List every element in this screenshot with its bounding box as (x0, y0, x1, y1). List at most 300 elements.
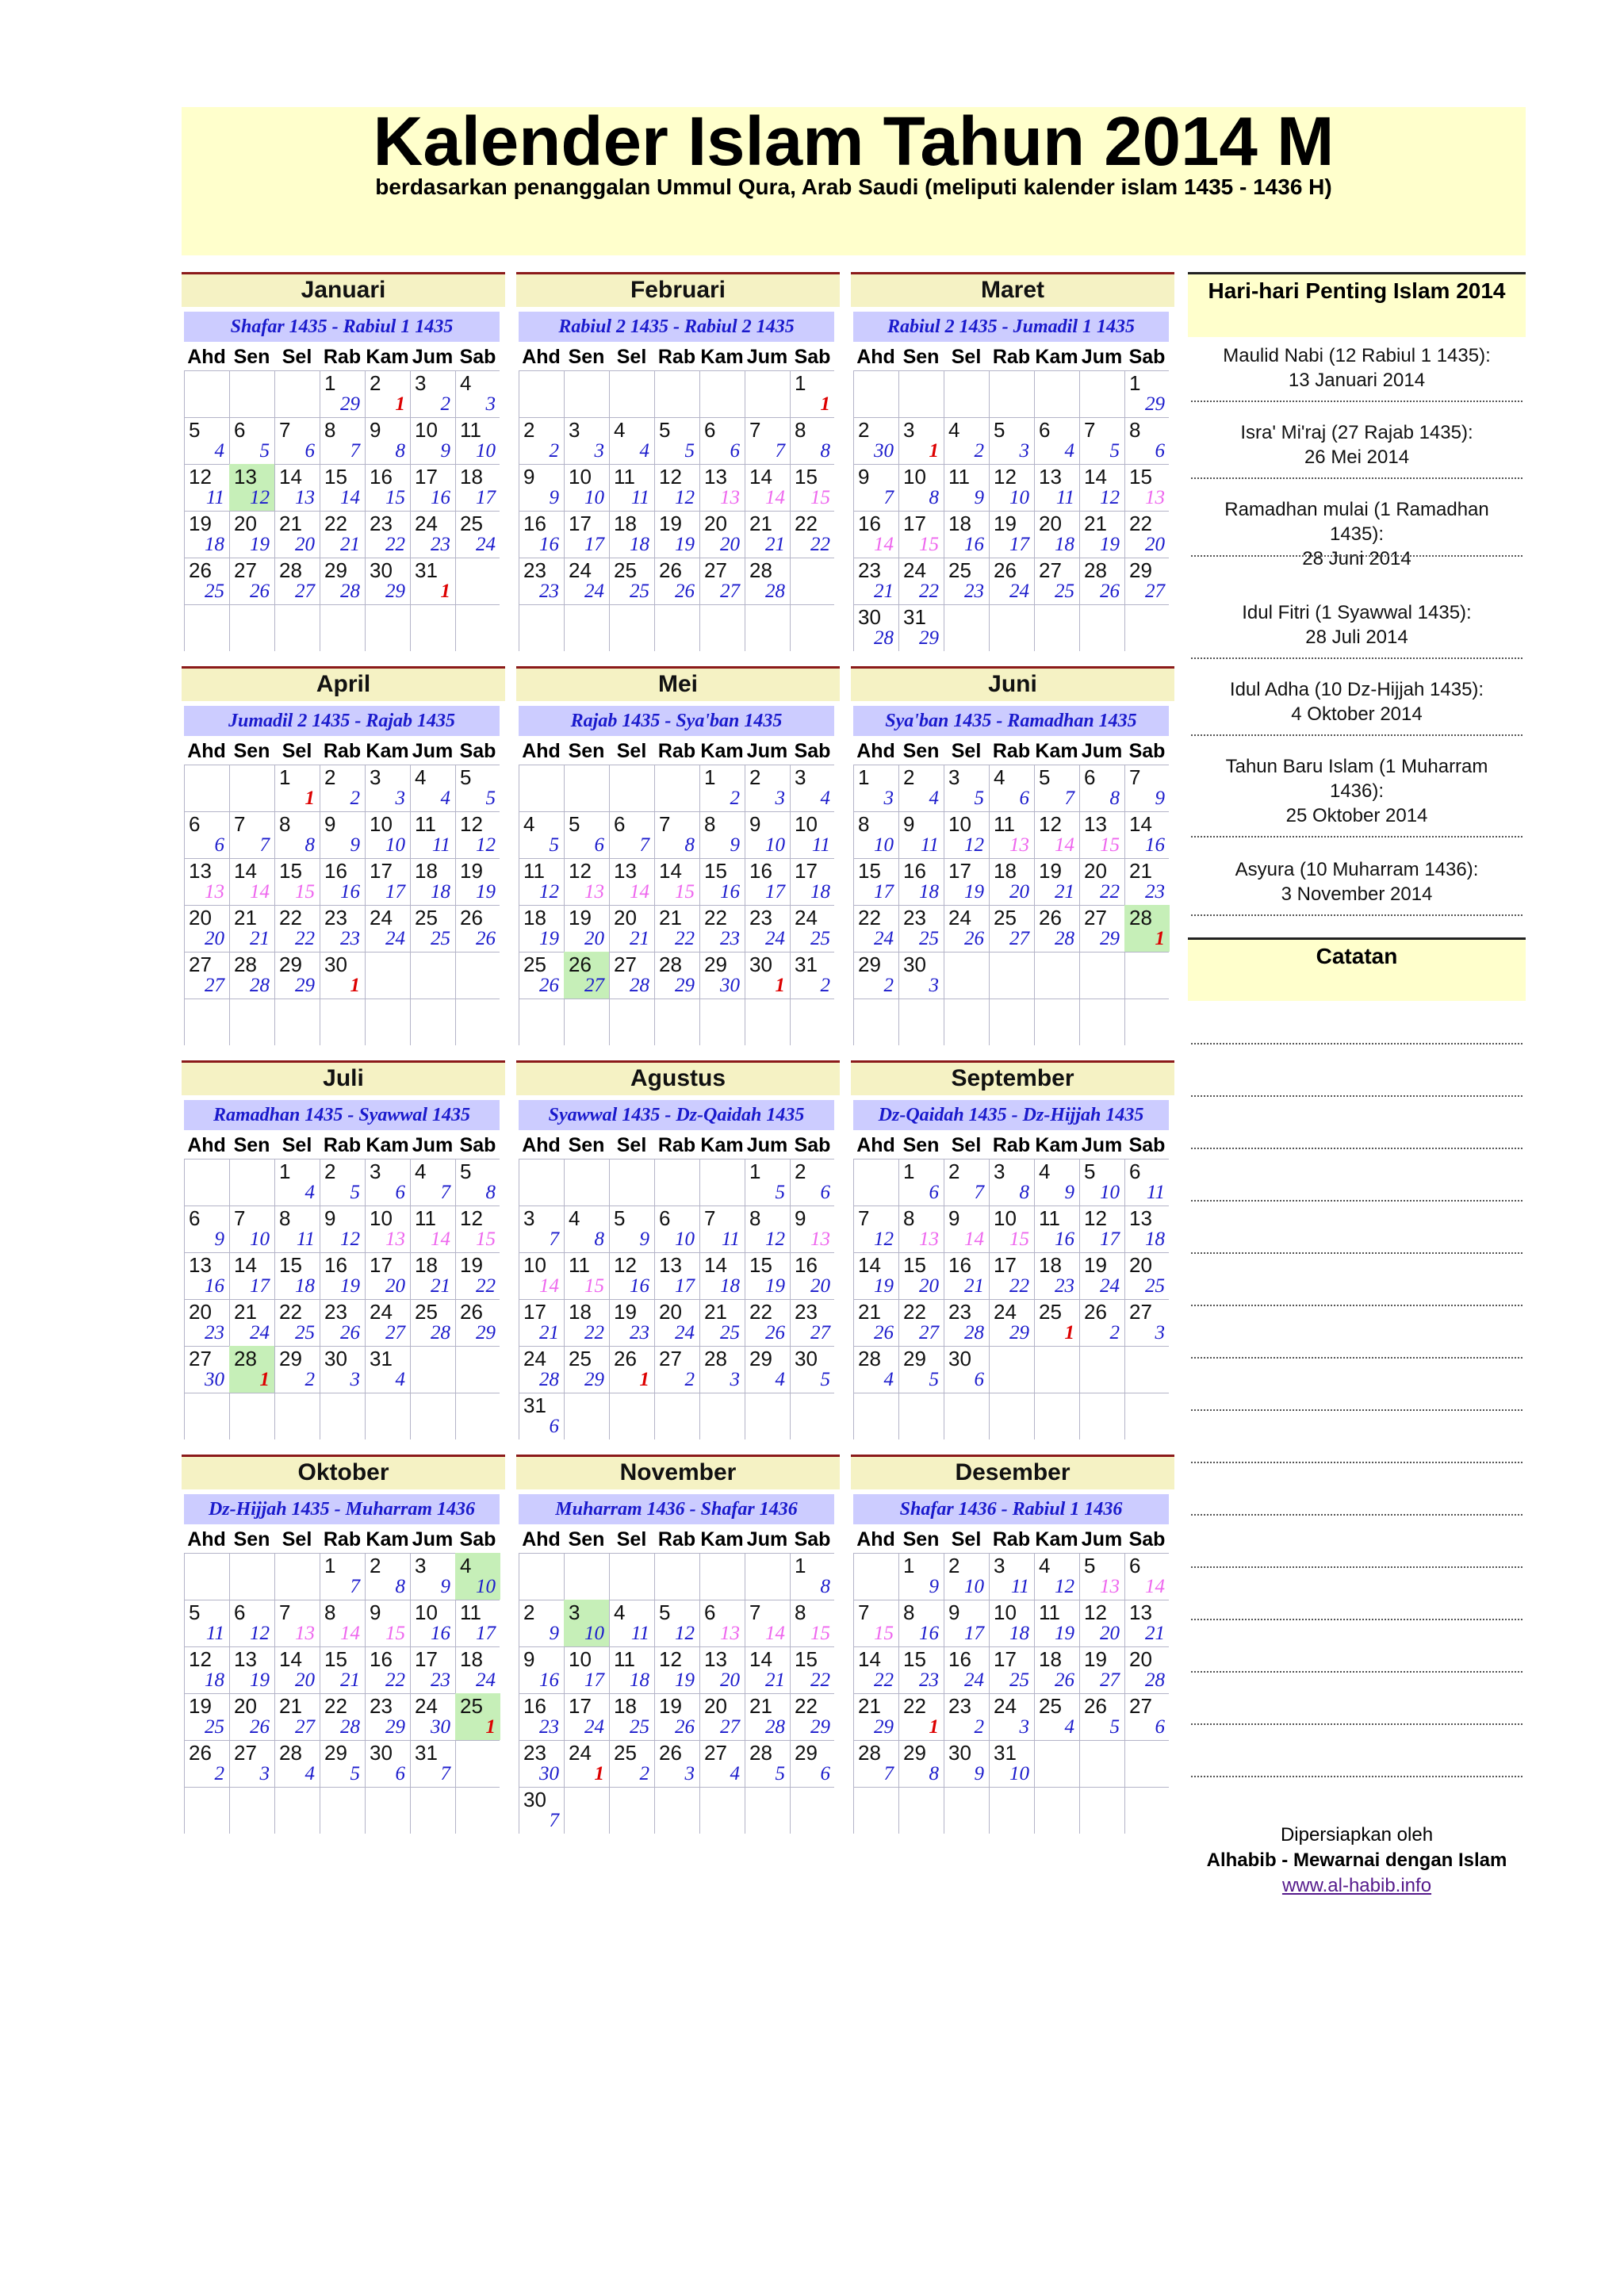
gregorian-day: 8 (279, 1206, 291, 1230)
gregorian-day: 27 (1129, 1694, 1152, 1718)
gregorian-day: 18 (1039, 1647, 1062, 1671)
day-cell (989, 1205, 1034, 1252)
note-line (1191, 1671, 1522, 1673)
gregorian-day: 18 (415, 859, 438, 883)
gregorian-day: 9 (324, 1206, 336, 1230)
hijri-month-range: Muharram 1436 - Shafar 1436 (519, 1494, 834, 1524)
day-cell (745, 1205, 790, 1252)
day-cell (455, 765, 500, 811)
day-cell (745, 1252, 790, 1299)
day-cell (229, 1600, 274, 1646)
gregorian-day: 16 (795, 1253, 818, 1277)
day-cell (609, 417, 654, 464)
gregorian-day: 5 (614, 1206, 626, 1230)
day-cell (745, 1159, 790, 1205)
weekday-label: Jum (1081, 346, 1123, 368)
hijri-day: 23 (630, 1322, 649, 1343)
hijri-day: 8 (929, 1763, 939, 1784)
weekday-label: Rab (657, 346, 696, 368)
day-cell (274, 1740, 320, 1787)
day-cell (410, 1252, 455, 1299)
hijri-day: 2 (730, 788, 740, 809)
day-cell (853, 811, 898, 858)
gregorian-day: 16 (948, 1647, 971, 1671)
gregorian-day: 31 (415, 1741, 438, 1765)
gregorian-day: 21 (749, 512, 772, 535)
day-cell (455, 1299, 500, 1346)
hijri-day: 12 (539, 881, 559, 903)
day-cell (410, 417, 455, 464)
hijri-day: 8 (395, 1576, 405, 1597)
day-cell (410, 1600, 455, 1646)
hijri-day: 27 (720, 1716, 740, 1738)
day-cell (898, 1600, 944, 1646)
gregorian-day: 25 (569, 1347, 592, 1370)
gregorian-day: 25 (460, 512, 483, 535)
gregorian-day: 1 (795, 371, 806, 395)
hijri-day: 7 (549, 1228, 559, 1250)
hijri-day: 6 (549, 1416, 559, 1437)
gregorian-day: 13 (1129, 1206, 1152, 1230)
month-name: Februari (516, 272, 840, 307)
weekday-label: Sab (1128, 1528, 1166, 1550)
hijri-day: 21 (765, 1669, 785, 1691)
gregorian-day: 25 (415, 906, 438, 930)
day-cell (365, 1693, 410, 1740)
day-grid (853, 1159, 1169, 1439)
gregorian-day: 12 (460, 812, 483, 836)
gregorian-day: 6 (234, 418, 246, 442)
important-day-divider (1191, 836, 1522, 838)
gregorian-day: 3 (795, 765, 806, 789)
weekday-label: Rab (323, 1134, 362, 1156)
gregorian-day: 4 (948, 418, 960, 442)
gregorian-day: 13 (704, 465, 727, 489)
note-line (1191, 1723, 1522, 1725)
hijri-day: 10 (964, 1576, 984, 1597)
gregorian-day: 8 (795, 1600, 806, 1624)
gregorian-day: 13 (614, 859, 637, 883)
day-cell (745, 1600, 790, 1646)
day-cell (745, 1646, 790, 1693)
weekday-label: Jum (1081, 1134, 1123, 1156)
day-cell (184, 417, 229, 464)
gregorian-day: 15 (903, 1253, 926, 1277)
gregorian-day: 13 (1129, 1600, 1152, 1624)
hijri-day: 18 (1009, 1623, 1029, 1644)
day-cell (410, 1553, 455, 1600)
hijri-day: 21 (1055, 881, 1074, 903)
day-cell (1079, 1299, 1124, 1346)
hijri-day: 26 (675, 581, 695, 602)
day-grid (184, 370, 500, 651)
gregorian-day: 19 (1039, 859, 1062, 883)
day-cell (699, 511, 745, 558)
day-cell (654, 417, 699, 464)
month-juni (851, 666, 1174, 1045)
day-cell (790, 1252, 835, 1299)
day-cell (274, 417, 320, 464)
gregorian-day: 4 (523, 812, 535, 836)
hijri-day: 29 (476, 1322, 496, 1343)
day-cell (898, 1159, 944, 1205)
gregorian-day: 10 (569, 465, 592, 489)
day-cell (455, 1205, 500, 1252)
gregorian-day: 30 (948, 1741, 971, 1765)
gregorian-day: 27 (234, 1741, 257, 1765)
weekday-label: Sel (616, 1528, 647, 1550)
month-desember (851, 1455, 1174, 1834)
important-day-item (1188, 497, 1526, 571)
day-cell (455, 1693, 500, 1740)
day-cell (320, 905, 365, 952)
weekday-label: Kam (1035, 346, 1078, 368)
hijri-day: 7 (440, 1182, 450, 1203)
gregorian-day: 25 (614, 1741, 637, 1765)
gregorian-day: 31 (994, 1741, 1017, 1765)
gregorian-day: 21 (279, 512, 302, 535)
hijri-day: 26 (1100, 581, 1120, 602)
day-cell (519, 1787, 564, 1834)
gregorian-day: 18 (614, 512, 637, 535)
hijri-day: 16 (630, 1275, 649, 1297)
gregorian-day: 29 (903, 1741, 926, 1765)
hijri-day: 4 (820, 788, 830, 809)
day-cell (853, 1646, 898, 1693)
gregorian-day: 17 (415, 465, 438, 489)
gregorian-day: 25 (460, 1694, 483, 1718)
day-cell (320, 1346, 365, 1393)
gregorian-day: 2 (523, 1600, 535, 1624)
hijri-day: 6 (395, 1182, 405, 1203)
day-cell (365, 1646, 410, 1693)
day-cell (989, 1252, 1034, 1299)
day-cell (410, 765, 455, 811)
note-line (1191, 1200, 1522, 1202)
gregorian-day: 5 (659, 418, 671, 442)
weekday-label: Jum (412, 1528, 454, 1550)
hijri-day: 25 (720, 1322, 740, 1343)
gregorian-day: 19 (614, 1300, 637, 1324)
gregorian-day: 9 (370, 1600, 381, 1624)
gregorian-day: 26 (460, 1300, 483, 1324)
gregorian-day: 11 (614, 465, 635, 489)
day-cell (1034, 858, 1079, 905)
day-cell (229, 1299, 274, 1346)
hijri-day: 28 (1055, 928, 1074, 949)
hijri-day: 22 (584, 1322, 604, 1343)
gregorian-day: 4 (614, 1600, 626, 1624)
day-cell (1079, 511, 1124, 558)
hijri-day: 24 (250, 1322, 270, 1343)
gregorian-day: 28 (858, 1741, 881, 1765)
day-grid (853, 765, 1169, 1045)
weekday-label: Sel (616, 740, 647, 762)
day-grid (853, 370, 1169, 651)
gregorian-day: 3 (569, 1600, 580, 1624)
gregorian-day: 3 (523, 1206, 535, 1230)
hijri-day: 20 (1100, 1623, 1120, 1644)
day-cell (1124, 511, 1170, 558)
gregorian-day: 1 (1129, 371, 1141, 395)
day-cell (455, 1600, 500, 1646)
day-cell (853, 1346, 898, 1393)
hijri-day: 4 (775, 1369, 785, 1390)
gregorian-day: 15 (704, 859, 727, 883)
gregorian-day: 28 (234, 1347, 257, 1370)
gregorian-day: 19 (659, 512, 682, 535)
hijri-day: 29 (340, 393, 360, 415)
gregorian-day: 8 (903, 1600, 915, 1624)
important-day-date: 25 Oktober 2014 (1285, 805, 1428, 826)
gregorian-day: 17 (994, 1253, 1017, 1277)
gregorian-day: 22 (749, 1300, 772, 1324)
day-cell (944, 558, 989, 604)
weekday-label: Sen (233, 1528, 270, 1550)
hijri-day: 19 (1055, 1623, 1074, 1644)
hijri-day: 29 (584, 1369, 604, 1390)
day-cell (320, 1553, 365, 1600)
hijri-day: 3 (485, 393, 496, 415)
day-cell (989, 811, 1034, 858)
hijri-day: 19 (874, 1275, 894, 1297)
weekday-label: Sel (951, 1528, 982, 1550)
day-cell (1124, 1600, 1170, 1646)
hijri-day: 29 (1009, 1322, 1029, 1343)
gregorian-day: 10 (569, 1647, 592, 1671)
important-day-item (1188, 677, 1526, 726)
weekday-label: Sab (794, 1528, 831, 1550)
day-cell (1034, 765, 1079, 811)
hijri-day: 6 (820, 1763, 830, 1784)
day-cell (320, 1740, 365, 1787)
day-cell (745, 1740, 790, 1787)
website-link[interactable]: www.al-habib.info (1281, 1875, 1432, 1896)
day-cell (699, 558, 745, 604)
hijri-day: 29 (385, 581, 405, 602)
gregorian-day: 4 (1039, 1159, 1051, 1183)
hijri-day: 8 (395, 440, 405, 462)
gregorian-day: 25 (523, 953, 546, 976)
gregorian-day: 10 (370, 812, 393, 836)
gregorian-day: 30 (523, 1788, 546, 1811)
hijri-day: 13 (205, 881, 224, 903)
hijri-day: 4 (214, 440, 224, 462)
hijri-day: 17 (250, 1275, 270, 1297)
hijri-day: 8 (820, 1576, 830, 1597)
day-cell (1034, 1299, 1079, 1346)
hijri-day: 14 (539, 1275, 559, 1297)
gregorian-day: 3 (415, 1554, 427, 1577)
day-cell (564, 1600, 609, 1646)
hijri-day: 26 (675, 1716, 695, 1738)
gregorian-day: 15 (795, 465, 818, 489)
hijri-day: 20 (720, 1669, 740, 1691)
gregorian-day: 3 (994, 1159, 1005, 1183)
hijri-day: 24 (476, 534, 496, 555)
organization-name: Alhabib - Mewarnai dengan Islam (1206, 1849, 1507, 1871)
hijri-day: 10 (584, 1623, 604, 1644)
hijri-day: 12 (340, 1228, 360, 1250)
gregorian-day: 20 (234, 1694, 257, 1718)
gregorian-day: 20 (704, 1694, 727, 1718)
hijri-day: 15 (295, 881, 315, 903)
day-cell (455, 1646, 500, 1693)
month-name: November (516, 1455, 840, 1489)
day-cell (320, 1693, 365, 1740)
weekday-label: Sab (794, 1134, 831, 1156)
important-day-item (1188, 600, 1526, 650)
hijri-day: 26 (340, 1322, 360, 1343)
day-cell (320, 1159, 365, 1205)
day-cell (274, 858, 320, 905)
hijri-day: 10 (476, 440, 496, 462)
day-cell (1034, 1252, 1079, 1299)
day-cell (654, 1252, 699, 1299)
day-cell (184, 811, 229, 858)
day-cell (410, 370, 455, 417)
day-cell (790, 370, 835, 417)
gregorian-day: 24 (370, 1300, 393, 1324)
weekday-label: Sen (568, 1134, 605, 1156)
hijri-day: 26 (964, 928, 984, 949)
hijri-day: 19 (765, 1275, 785, 1297)
hijri-day: 16 (1055, 1228, 1074, 1250)
gregorian-day: 24 (994, 1694, 1017, 1718)
gregorian-day: 7 (1084, 418, 1096, 442)
month-name: April (182, 666, 505, 701)
day-cell (410, 1646, 455, 1693)
hijri-day: 28 (539, 1369, 559, 1390)
weekday-header (184, 344, 501, 370)
hijri-day: 27 (1100, 1669, 1120, 1691)
hijri-day: 13 (720, 487, 740, 508)
gregorian-day: 29 (749, 1347, 772, 1370)
hijri-day: 22 (1009, 1275, 1029, 1297)
day-cell (184, 1252, 229, 1299)
day-cell (564, 1299, 609, 1346)
day-cell (184, 1646, 229, 1693)
gregorian-day: 1 (795, 1554, 806, 1577)
day-cell (790, 765, 835, 811)
hijri-day: 28 (964, 1322, 984, 1343)
gregorian-day: 30 (858, 605, 881, 629)
day-cell (790, 1553, 835, 1600)
hijri-day: 1 (485, 1716, 496, 1738)
gregorian-day: 20 (189, 1300, 212, 1324)
day-cell (365, 905, 410, 952)
gregorian-day: 17 (523, 1300, 546, 1324)
hijri-day: 11 (1146, 1182, 1165, 1203)
hijri-day: 3 (350, 1369, 360, 1390)
gregorian-day: 30 (370, 1741, 393, 1765)
day-cell (944, 1553, 989, 1600)
gregorian-day: 5 (1084, 1554, 1096, 1577)
hijri-day: 12 (964, 834, 984, 856)
day-cell (274, 811, 320, 858)
day-cell (519, 511, 564, 558)
day-cell (609, 1346, 654, 1393)
gregorian-day: 16 (749, 859, 772, 883)
day-cell (790, 1205, 835, 1252)
hijri-day: 9 (1064, 1182, 1074, 1203)
hijri-day: 9 (974, 1763, 984, 1784)
day-cell (898, 511, 944, 558)
gregorian-day: 4 (460, 1554, 472, 1577)
day-cell (699, 464, 745, 511)
hijri-day: 9 (350, 834, 360, 856)
day-cell (898, 1740, 944, 1787)
gregorian-day: 29 (1129, 558, 1152, 582)
hijri-day: 17 (476, 487, 496, 508)
gregorian-day: 18 (994, 859, 1017, 883)
day-cell (274, 1252, 320, 1299)
weekday-label: Kam (700, 1528, 744, 1550)
gregorian-day: 18 (460, 465, 483, 489)
weekday-label: Rab (657, 1134, 696, 1156)
hijri-day: 19 (675, 1669, 695, 1691)
hijri-day: 11 (811, 834, 830, 856)
hijri-day: 21 (1145, 1623, 1165, 1644)
gregorian-day: 13 (234, 1647, 257, 1671)
day-cell (898, 1205, 944, 1252)
gregorian-day: 30 (324, 953, 347, 976)
gregorian-day: 7 (234, 812, 246, 836)
gregorian-day: 23 (795, 1300, 818, 1324)
hijri-day: 13 (1145, 487, 1165, 508)
gregorian-day: 3 (994, 1554, 1005, 1577)
month-name: September (851, 1060, 1174, 1095)
day-cell (455, 1159, 500, 1205)
hijri-day: 8 (485, 1182, 496, 1203)
gregorian-day: 16 (523, 512, 546, 535)
hijri-day: 15 (874, 1623, 894, 1644)
gregorian-day: 26 (189, 1741, 212, 1765)
day-cell (184, 858, 229, 905)
hijri-day: 11 (920, 834, 939, 856)
hijri-day: 5 (820, 1369, 830, 1390)
gregorian-day: 19 (460, 859, 483, 883)
hijri-day: 6 (395, 1763, 405, 1784)
note-line (1191, 1566, 1522, 1568)
gregorian-day: 7 (234, 1206, 246, 1230)
hijri-day: 12 (250, 1623, 270, 1644)
day-cell (1079, 1600, 1124, 1646)
hijri-day: 25 (431, 928, 450, 949)
hijri-day: 21 (340, 1669, 360, 1691)
day-cell (229, 952, 274, 999)
hijri-day: 18 (1055, 534, 1074, 555)
day-cell (1034, 1553, 1079, 1600)
important-day-date: 28 Juni 2014 (1302, 548, 1411, 569)
gregorian-day: 21 (749, 1694, 772, 1718)
gregorian-day: 1 (704, 765, 716, 789)
gregorian-day: 23 (370, 1694, 393, 1718)
gregorian-day: 5 (994, 418, 1005, 442)
hijri-day: 6 (929, 1182, 939, 1203)
hijri-day: 25 (1055, 581, 1074, 602)
important-day-name: Idul Fitri (1 Syawwal 1435): (1242, 602, 1472, 623)
day-cell (519, 1346, 564, 1393)
gregorian-day: 14 (1084, 465, 1107, 489)
hijri-month-range: Syawwal 1435 - Dz-Qaidah 1435 (519, 1100, 834, 1130)
footer (1188, 1823, 1526, 1899)
hijri-day: 22 (874, 1669, 894, 1691)
weekday-label: Rab (992, 1528, 1031, 1550)
gregorian-day: 4 (415, 1159, 427, 1183)
day-cell (853, 952, 898, 999)
gregorian-day: 12 (1039, 812, 1062, 836)
